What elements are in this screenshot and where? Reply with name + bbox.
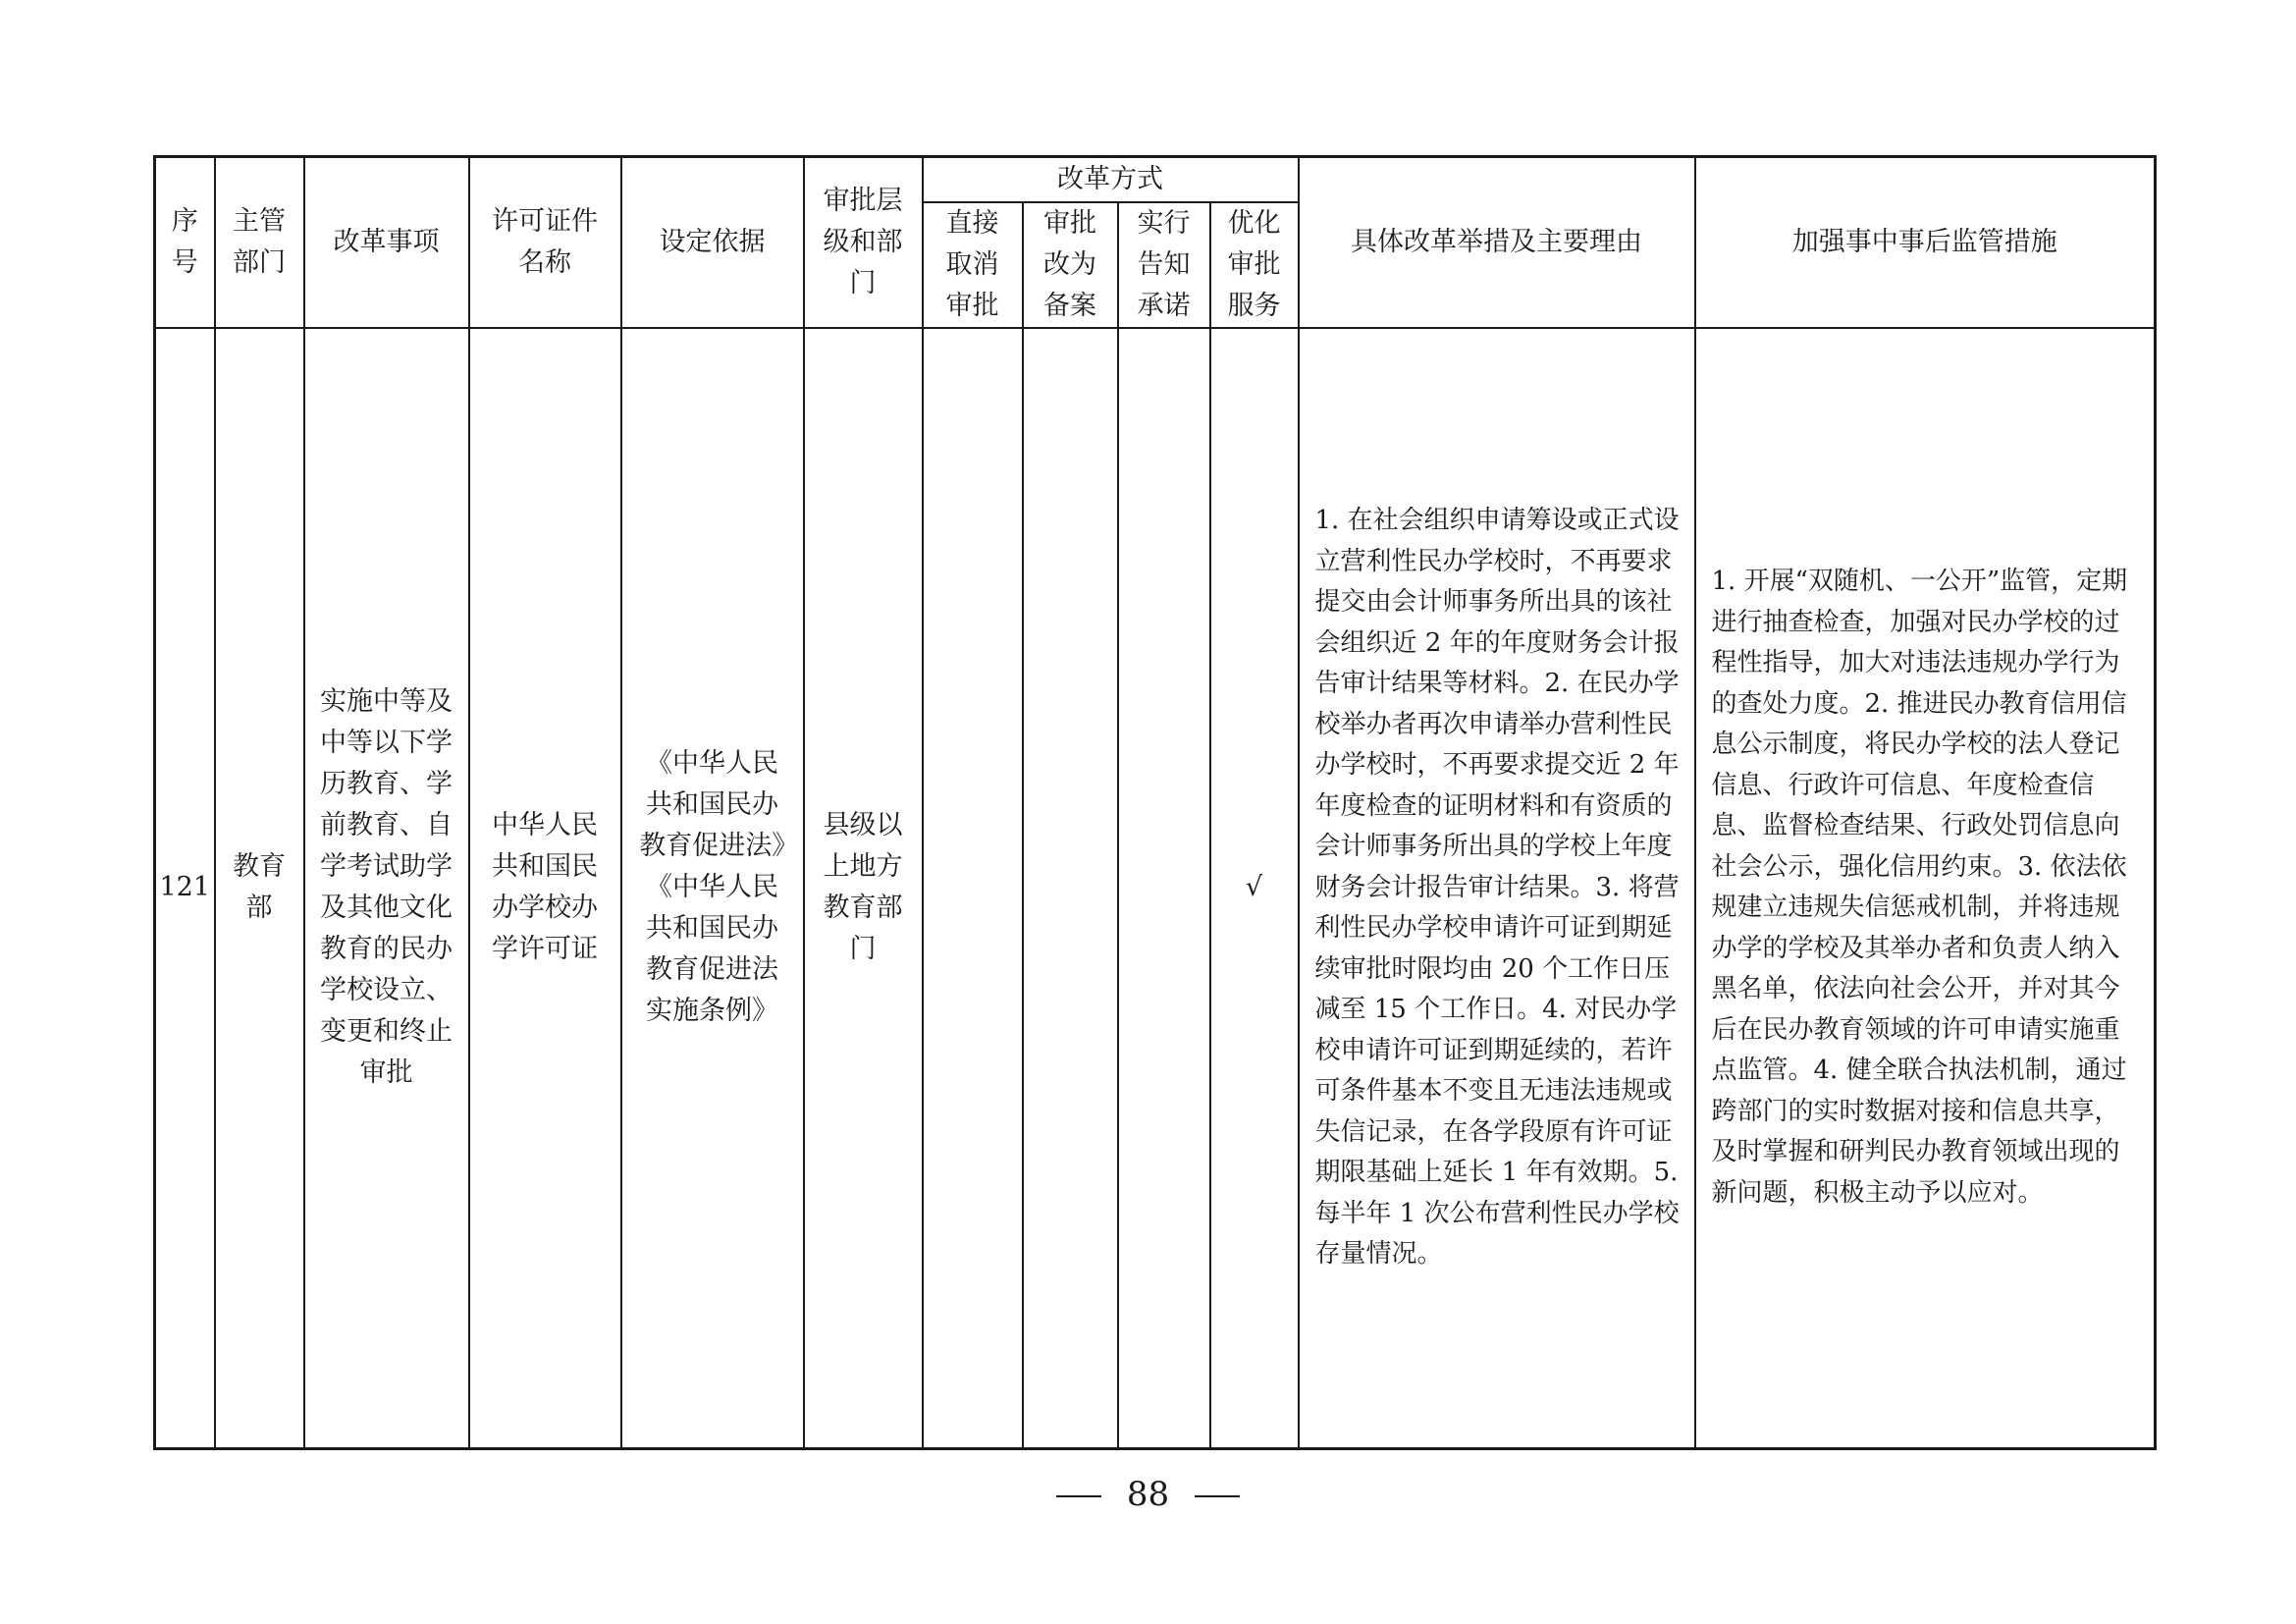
- check-mark-optimize: √: [1210, 328, 1299, 1449]
- header-supervision: 加强事中事后监管措施: [1695, 157, 2156, 328]
- header-item: 改革事项: [304, 157, 469, 328]
- cell-measures: 1. 在社会组织申请筹设或正式设立营利性民办学校时，不再要求提交由会计师事务所出具的该社会组织近 2 年的年度财务会计报告审计结果等材料。2. 在民办学校举办者再次申请举办营利性民办学校时，不再要求提交近 2 年年度检查的证明材料和有资质的会计师事务所出具的学校上年度财务会计报告审计结果。3. 将营利性民办学校申请许可证到期延续审批时限均由 20 个工作日压减至 15 个工作日。4. 对民办学校申请许可证到期延续的，若许可条件基本不变且无违法违规或失信记录，在各学段原有许可证期限基础上延长 1 年有效期。5. 每半年 1 次公布营利性民办学校存量情况。: [1299, 328, 1695, 1449]
- page-number: 88: [1126, 1475, 1170, 1514]
- cell-license: 中华人民共和国民办学校办学许可证: [469, 328, 621, 1449]
- cell-supervision: 1. 开展“双随机、一公开”监管，定期进行抽查检查，加强对民办学校的过程性指导，加大对违法违规办学行为的查处力度。2. 推进民办教育信用信息公示制度，将民办学校的法人登记信息、行政许可信息、年度检查信息、监督检查结果、行政处罚信息向社会公示，强化信用约束。3. 依法依规建立违规失信惩戒机制，并将违规办学的学校及其举办者和负责人纳入黑名单，依法向社会公开，并对其今后在民办教育领域的许可申请实施重点监管。4. 健全联合执法机制，通过跨部门的实时数据对接和信息共享，及时掌握和研判民办教育领域出现的新问题，积极主动予以应对。: [1695, 328, 2156, 1449]
- cell-basis: 《中华人民共和国民办教育促进法》《中华人民共和国民办教育促进法实施条例》: [621, 328, 804, 1449]
- page-footer: [0, 1473, 2296, 1516]
- cell-level: 县级以上地方教育部门: [804, 328, 923, 1449]
- header-method-cancel: 直接取消审批: [923, 202, 1023, 328]
- header-level: 审批层级和部门: [804, 157, 923, 328]
- cell-item: 实施中等及中等以下学历教育、学前教育、自学考试助学及其他文化教育的民办学校设立、变更和终止审批: [304, 328, 469, 1449]
- header-license: 许可证件名称: [469, 157, 621, 328]
- table-row: [155, 328, 2156, 1449]
- header-basis: 设定依据: [621, 157, 804, 328]
- cell-method-cancel: [923, 328, 1023, 1449]
- reform-table: [153, 155, 2157, 1450]
- cell-dept: 教育部: [215, 328, 304, 1449]
- header-method-filing: 审批改为备案: [1023, 202, 1118, 328]
- cell-method-filing: [1023, 328, 1118, 1449]
- header-method-optimize: 优化审批服务: [1210, 202, 1299, 328]
- cell-method-notify: [1118, 328, 1210, 1449]
- header-method-notify: 实行告知承诺: [1118, 202, 1210, 328]
- header-method-group: 改革方式: [923, 157, 1299, 202]
- header-seq: 序号: [155, 157, 215, 328]
- header-measures: 具体改革举措及主要理由: [1299, 157, 1695, 328]
- document-sheet: [153, 155, 2154, 1445]
- footer-dash-left: [1056, 1495, 1101, 1497]
- header-dept: 主管部门: [215, 157, 304, 328]
- cell-seq: 121: [155, 328, 215, 1449]
- footer-dash-right: [1195, 1495, 1240, 1497]
